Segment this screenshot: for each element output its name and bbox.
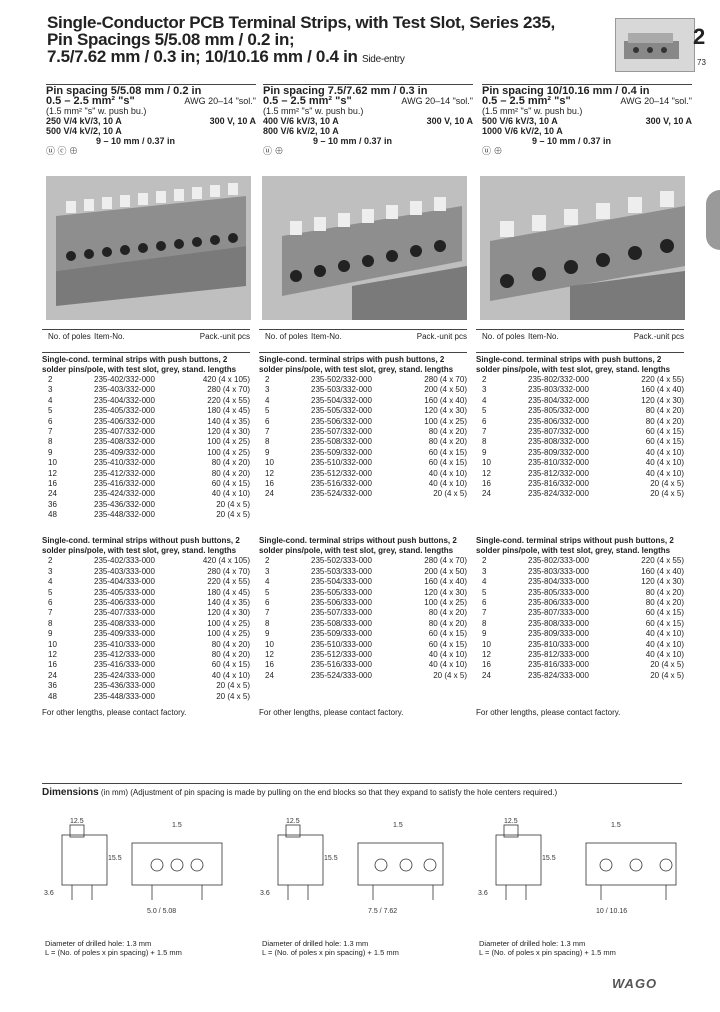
table-row: 6 235-406/332-000 140 (4 x 35) bbox=[48, 416, 250, 426]
col-item: Item-No. bbox=[528, 332, 559, 341]
table-row: 24 235-824/333-000 20 (4 x 5) bbox=[482, 670, 684, 680]
col-pack: Pack.-unit pcs bbox=[199, 332, 250, 341]
section-heading: Single-cond. terminal strips with push buttons, 2 solder pins/pole, with test slot, grey, stand. lengths bbox=[42, 355, 237, 374]
table-row: 16 235-416/332-000 60 (4 x 15) bbox=[48, 478, 250, 488]
drill-note: Diameter of drilled hole: 1.3 mm L = (No. of poles x pin spacing) + 1.5 mm bbox=[262, 939, 399, 957]
table-row: 24 235-524/333-000 20 (4 x 5) bbox=[265, 670, 467, 680]
section-heading: Single-cond. terminal strips without push buttons, 2 solder pins/pole, with test slot, grey, stand. lengths bbox=[476, 536, 674, 556]
table-row: 4 235-504/332-000 160 (4 x 40) bbox=[265, 395, 467, 405]
table-row: 5 235-405/333-000 180 (4 x 45) bbox=[48, 587, 250, 597]
table-row: 7 235-807/332-000 60 (4 x 15) bbox=[482, 426, 684, 436]
table-row: 16 235-816/333-000 20 (4 x 5) bbox=[482, 660, 684, 670]
table-row: 4 235-804/333-000 120 (4 x 30) bbox=[482, 577, 684, 587]
spec-block: Pin spacing 5/5.08 mm / 0.2 in 0.5 – 2.5 mm² "s" AWG 20–14 "sol." (1.5 mm² "s" w. push bu.) 250 V/4 kV/3, 10 A 300 V, 10 A 500 V/4 kV/2, 10 A 9 – 10 mm / 0.37 in ⓤ ⓒ ⊕ bbox=[46, 85, 256, 156]
table-row: 24 235-524/332-000 20 (4 x 5) bbox=[265, 489, 467, 499]
table-note: For other lengths, please contact factory. bbox=[42, 707, 187, 717]
dimension-drawing bbox=[42, 815, 247, 925]
chapter-page: 73 bbox=[697, 58, 706, 67]
chapter-number: 2 bbox=[693, 24, 706, 49]
dim-label: 1.5 bbox=[611, 822, 621, 829]
product-thumbnail bbox=[615, 18, 695, 72]
table-row: 12 235-512/333-000 40 (4 x 10) bbox=[265, 650, 467, 659]
table-row: 7 235-807/333-000 60 (4 x 15) bbox=[482, 608, 684, 618]
table-row: 9 235-409/332-000 100 (4 x 25) bbox=[48, 447, 250, 457]
dim-label: 15.5 bbox=[324, 855, 338, 862]
table-row: 12 235-412/332-000 80 (4 x 20) bbox=[48, 468, 250, 478]
dimension-drawing bbox=[476, 815, 681, 925]
table-header bbox=[476, 329, 684, 353]
dim-label: 12.5 bbox=[286, 818, 300, 825]
table-row: 9 235-509/333-000 60 (4 x 15) bbox=[265, 629, 467, 639]
table-row: 8 235-808/333-000 60 (4 x 15) bbox=[482, 618, 684, 628]
table-note: For other lengths, please contact factory. bbox=[476, 707, 621, 717]
table-row: 8 235-508/332-000 80 (4 x 20) bbox=[265, 437, 467, 447]
drill-note: Diameter of drilled hole: 1.3 mm L = (No. of poles x pin spacing) + 1.5 mm bbox=[479, 939, 616, 957]
table-row: 3 235-803/333-000 160 (4 x 40) bbox=[482, 566, 684, 576]
dim-label: 15.5 bbox=[542, 855, 556, 862]
table-row: 3 235-503/333-000 200 (4 x 50) bbox=[265, 566, 467, 576]
table-row: 24 235-824/332-000 20 (4 x 5) bbox=[482, 489, 684, 499]
approval-icons: ⓤ ⊕ bbox=[482, 146, 503, 156]
approval-icons: ⓤ ⓒ ⊕ bbox=[46, 146, 79, 156]
table-row: 12 235-512/332-000 40 (4 x 10) bbox=[265, 468, 467, 478]
dim-label: 7.5 / 7.62 bbox=[368, 908, 398, 915]
section-heading: Single-cond. terminal strips with push buttons, 2 solder pins/pole, with test slot, grey, stand. lengths bbox=[476, 355, 671, 374]
spec-heading: Pin spacing 5/5.08 mm / 0.2 in bbox=[46, 84, 256, 96]
table-row: 6 235-806/333-000 80 (4 x 20) bbox=[482, 598, 684, 608]
approval-icons: ⓤ ⊕ bbox=[263, 146, 284, 156]
table-row: 4 235-804/332-000 120 (4 x 30) bbox=[482, 395, 684, 405]
table-row: 8 235-408/332-000 100 (4 x 25) bbox=[48, 437, 250, 447]
table-row: 2 235-402/332-000 420 (4 x 105) bbox=[48, 375, 250, 384]
ordering-table bbox=[259, 329, 467, 717]
table-row: 10 235-810/332-000 40 (4 x 10) bbox=[482, 458, 684, 468]
table-row: 3 235-403/333-000 280 (4 x 70) bbox=[48, 566, 250, 576]
table-note: For other lengths, please contact factory. bbox=[259, 707, 404, 717]
spec-heading: Pin spacing 10/10.16 mm / 0.4 in bbox=[482, 84, 692, 96]
table-row: 8 235-508/333-000 80 (4 x 20) bbox=[265, 618, 467, 628]
table-row: 5 235-405/332-000 180 (4 x 45) bbox=[48, 406, 250, 416]
section-heading: Single-cond. terminal strips with push buttons, 2 solder pins/pole, with test slot, grey, stand. lengths bbox=[259, 355, 454, 374]
table-row: 36 235-436/333-000 20 (4 x 5) bbox=[48, 681, 250, 691]
table-row: 16 235-816/332-000 20 (4 x 5) bbox=[482, 478, 684, 488]
section-heading: Single-cond. terminal strips without push buttons, 2 solder pins/pole, with test slot, grey, stand. lengths bbox=[42, 536, 240, 556]
dimensions-heading: Dimensions (in mm) (Adjustment of pin spacing is made by pulling on the end blocks so that they expand to satisfy the hole centers required.) bbox=[42, 783, 682, 798]
table-row: 48 235-448/332-000 20 (4 x 5) bbox=[48, 510, 250, 520]
table-row: 16 235-416/333-000 60 (4 x 15) bbox=[48, 660, 250, 670]
section-heading: Single-cond. terminal strips without push buttons, 2 solder pins/pole, with test slot, grey, stand. lengths bbox=[259, 536, 457, 556]
page-title: Single-Conductor PCB Terminal Strips, with Test Slot, Series 235, Pin Spacings 5/5.08 mm / 0.2 in; 7.5/7.62 mm / 0.3 in; 10/10.16 mm / 0.4 in Side-entry bbox=[47, 13, 555, 66]
table-row: 5 235-805/332-000 80 (4 x 20) bbox=[482, 406, 684, 416]
col-item: Item-No. bbox=[311, 332, 342, 341]
table-row: 2 235-502/333-000 280 (4 x 70) bbox=[265, 556, 467, 566]
table-row: 7 235-507/333-000 80 (4 x 20) bbox=[265, 608, 467, 618]
title-suffix: Side-entry bbox=[362, 54, 405, 65]
table-row: 48 235-448/333-000 20 (4 x 5) bbox=[48, 691, 250, 701]
table-row: 9 235-509/332-000 60 (4 x 15) bbox=[265, 447, 467, 457]
table-header bbox=[259, 329, 467, 353]
dim-label: 3.6 bbox=[260, 890, 270, 897]
col-poles: No. of poles bbox=[48, 332, 91, 341]
table-row: 10 235-810/333-000 40 (4 x 10) bbox=[482, 639, 684, 649]
table-row: 16 235-516/332-000 40 (4 x 10) bbox=[265, 478, 467, 488]
table-row: 3 235-503/332-000 200 (4 x 50) bbox=[265, 385, 467, 395]
dim-label: 5.0 / 5.08 bbox=[147, 908, 177, 915]
product-photo bbox=[262, 176, 467, 320]
product-photo bbox=[480, 176, 685, 320]
col-pack: Pack.-unit pcs bbox=[633, 332, 684, 341]
table-row: 6 235-806/332-000 80 (4 x 20) bbox=[482, 416, 684, 426]
table-row: 16 235-516/333-000 40 (4 x 10) bbox=[265, 660, 467, 670]
table-row: 6 235-406/333-000 140 (4 x 35) bbox=[48, 598, 250, 608]
product-photo bbox=[46, 176, 251, 320]
col-item: Item-No. bbox=[94, 332, 125, 341]
table-header bbox=[42, 329, 250, 353]
table-row: 2 235-802/333-000 220 (4 x 55) bbox=[482, 556, 684, 566]
table-row: 12 235-812/333-000 40 (4 x 10) bbox=[482, 650, 684, 659]
spec-block: Pin spacing 7.5/7.62 mm / 0.3 in 0.5 – 2.5 mm² "s" AWG 20–14 "sol." (1.5 mm² "s" w. push bu.) 400 V/6 kV/3, 10 A 300 V, 10 A 800 V/6 kV/2, 10 A 9 – 10 mm / 0.37 in ⓤ ⊕ bbox=[263, 85, 473, 156]
col-pack: Pack.-unit pcs bbox=[416, 332, 467, 341]
dim-label: 10 / 10.16 bbox=[596, 908, 628, 915]
dim-label: 3.6 bbox=[478, 890, 488, 897]
dim-label: 12.5 bbox=[70, 818, 84, 825]
table-row: 9 235-409/333-000 100 (4 x 25) bbox=[48, 629, 250, 639]
table-row: 4 235-504/333-000 160 (4 x 40) bbox=[265, 577, 467, 587]
spec-block: Pin spacing 10/10.16 mm / 0.4 in 0.5 – 2.5 mm² "s" AWG 20–14 "sol." (1.5 mm² "s" w. push bu.) 500 V/6 kV/3, 10 A 300 V, 10 A 1000 V/6 kV/2, 10 A 9 – 10 mm / 0.37 in ⓤ ⊕ bbox=[482, 85, 692, 156]
table-row: 2 235-502/332-000 280 (4 x 70) bbox=[265, 375, 467, 384]
table-row: 10 235-510/333-000 60 (4 x 15) bbox=[265, 639, 467, 649]
table-row: 9 235-809/332-000 40 (4 x 10) bbox=[482, 447, 684, 457]
table-row: 2 235-802/332-000 220 (4 x 55) bbox=[482, 375, 684, 384]
table-row: 9 235-809/333-000 40 (4 x 10) bbox=[482, 629, 684, 639]
table-row: 8 235-408/333-000 100 (4 x 25) bbox=[48, 618, 250, 628]
table-row: 12 235-812/332-000 40 (4 x 10) bbox=[482, 468, 684, 478]
col-poles: No. of poles bbox=[482, 332, 525, 341]
table-row: 6 235-506/333-000 100 (4 x 25) bbox=[265, 598, 467, 608]
table-row: 24 235-424/332-000 40 (4 x 10) bbox=[48, 489, 250, 499]
table-row: 4 235-404/333-000 220 (4 x 55) bbox=[48, 577, 250, 587]
table-row: 7 235-407/332-000 120 (4 x 30) bbox=[48, 426, 250, 436]
table-row: 5 235-505/333-000 120 (4 x 30) bbox=[265, 587, 467, 597]
ordering-table bbox=[42, 329, 250, 717]
dim-label: 15.5 bbox=[108, 855, 122, 862]
dim-label: 1.5 bbox=[172, 822, 182, 829]
table-row: 24 235-424/333-000 40 (4 x 10) bbox=[48, 670, 250, 680]
table-row: 4 235-404/332-000 220 (4 x 55) bbox=[48, 395, 250, 405]
wago-logo: WAGO bbox=[612, 976, 658, 991]
table-row: 10 235-410/333-000 80 (4 x 20) bbox=[48, 639, 250, 649]
table-row: 10 235-410/332-000 80 (4 x 20) bbox=[48, 458, 250, 468]
table-row: 10 235-510/332-000 60 (4 x 15) bbox=[265, 458, 467, 468]
table-row: 36 235-436/332-000 20 (4 x 5) bbox=[48, 499, 250, 509]
dim-label: 3.6 bbox=[44, 890, 54, 897]
dim-label: 12.5 bbox=[504, 818, 518, 825]
ordering-table bbox=[476, 329, 684, 717]
spec-heading: Pin spacing 7.5/7.62 mm / 0.3 in bbox=[263, 84, 473, 96]
table-row: 7 235-407/333-000 120 (4 x 30) bbox=[48, 608, 250, 618]
drill-note: Diameter of drilled hole: 1.3 mm L = (No. of poles x pin spacing) + 1.5 mm bbox=[45, 939, 182, 957]
table-row: 2 235-402/333-000 420 (4 x 105) bbox=[48, 556, 250, 566]
table-row: 12 235-412/333-000 80 (4 x 20) bbox=[48, 649, 250, 659]
table-row: 3 235-803/332-000 160 (4 x 40) bbox=[482, 385, 684, 395]
table-row: 3 235-403/332-000 280 (4 x 70) bbox=[48, 385, 250, 395]
table-row: 8 235-808/332-000 60 (4 x 15) bbox=[482, 437, 684, 447]
table-row: 6 235-506/332-000 100 (4 x 25) bbox=[265, 416, 467, 426]
col-poles: No. of poles bbox=[265, 332, 308, 341]
dim-label: 1.5 bbox=[393, 822, 403, 829]
table-row: 7 235-507/332-000 80 (4 x 20) bbox=[265, 426, 467, 436]
table-row: 5 235-505/332-000 120 (4 x 30) bbox=[265, 406, 467, 416]
table-row: 5 235-805/333-000 80 (4 x 20) bbox=[482, 587, 684, 597]
dimension-drawing bbox=[258, 815, 463, 925]
page-tab bbox=[706, 190, 720, 250]
